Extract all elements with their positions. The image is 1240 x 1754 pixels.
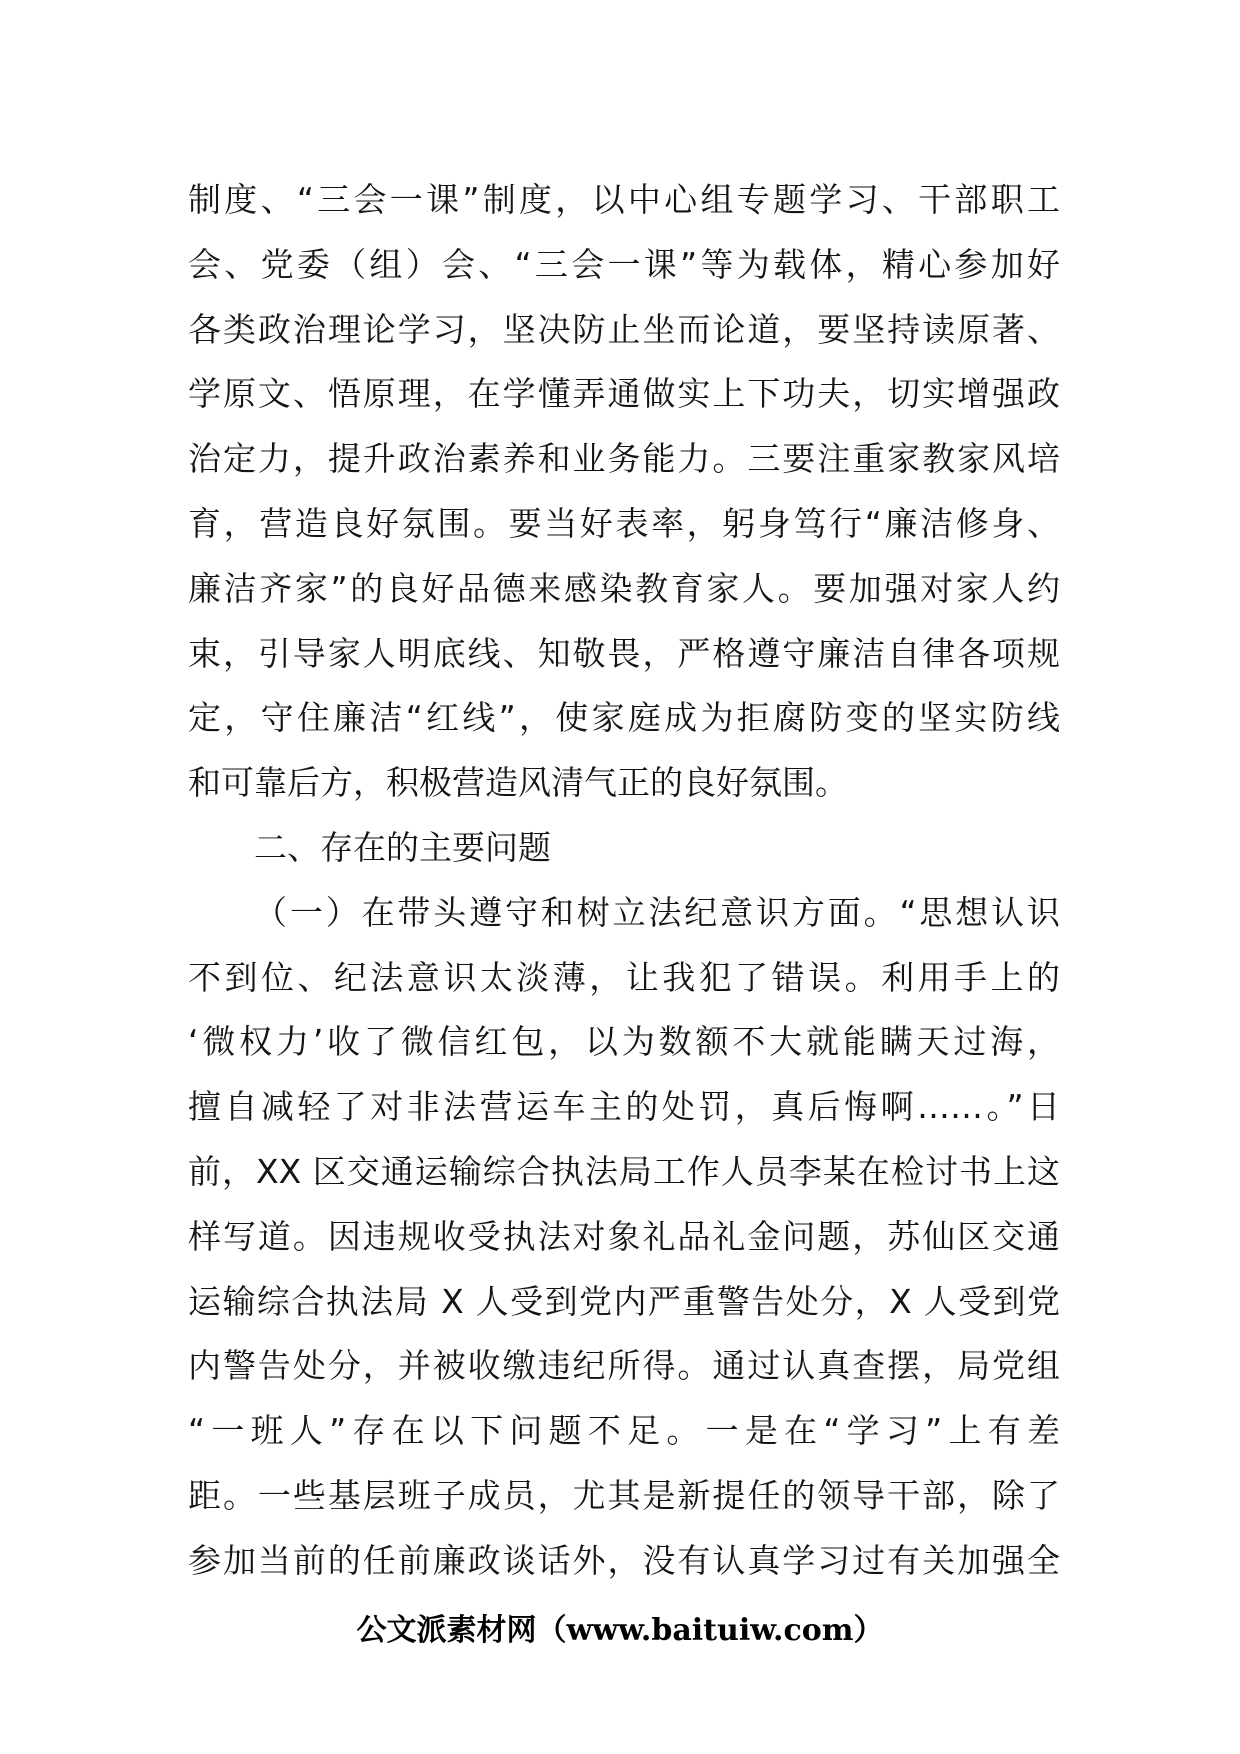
footer-watermark: 公文派素材网（www.baituiw.com） xyxy=(356,1613,884,1648)
text-line: 不到位、纪法意识太淡薄，让我犯了错误。利用手上的 xyxy=(188,957,1060,997)
text-line: 廉洁齐家”的良好品德来感染教育家人。要加强对家人约 xyxy=(188,568,1060,608)
text-line: 参加当前的任前廉政谈话外，没有认真学习过有关加强全 xyxy=(188,1540,1060,1580)
text-line: 育，营造良好氛围。要当好表率，躬身笃行“廉洁修身、 xyxy=(188,503,1060,543)
text-line: 束，引导家人明底线、知敬畏，严格遵守廉洁自律各项规 xyxy=(188,633,1060,673)
text-line: 距。一些基层班子成员，尤其是新提任的领导干部，除了 xyxy=(188,1475,1060,1515)
text-line: “一班人”存在以下问题不足。一是在“学习”上有差 xyxy=(188,1411,1060,1451)
text-line: 擅自减轻了对非法营运车主的处罚，真后悔啊……。”日 xyxy=(188,1087,1060,1127)
section-heading: 二、存在的主要问题 xyxy=(254,827,551,867)
text-line: ‘微权力’收了微信红包，以为数额不大就能瞒天过海， xyxy=(188,1022,1060,1062)
text-line: 样写道。因违规收受执法对象礼品礼金问题，苏仙区交通 xyxy=(188,1216,1060,1256)
text-line: 和可靠后方，积极营造风清气正的良好氛围。 xyxy=(188,763,848,803)
text-line: 内警告处分，并被收缴违纪所得。通过认真查摆，局党组 xyxy=(188,1346,1060,1386)
text-line: 制度、“三会一课”制度，以中心组专题学习、干部职工 xyxy=(188,180,1060,219)
text-line: 会、党委（组）会、“三会一课”等为载体，精心参加好 xyxy=(188,244,1060,284)
text-line: 各类政治理论学习，坚决防止坐而论道，要坚持读原著、 xyxy=(188,309,1060,349)
text-line: 学原文、悟原理，在学懂弄通做实上下功夫，切实增强政 xyxy=(188,374,1060,414)
text-line: 治定力，提升政治素养和业务能力。三要注重家教家风培 xyxy=(188,439,1060,479)
document-body xyxy=(188,168,1060,1594)
text-line: （一）在带头遵守和树立法纪意识方面。“思想认识 xyxy=(254,892,1060,932)
text-line: 运输综合执法局 X 人受到党内严重警告处分，X 人受到党 xyxy=(188,1281,1060,1321)
text-line: 定，守住廉洁“红线”，使家庭成为拒腐防变的坚实防线 xyxy=(188,698,1060,738)
text-line: 前，XX 区交通运输综合执法局工作人员李某在检讨书上这 xyxy=(188,1151,1060,1191)
